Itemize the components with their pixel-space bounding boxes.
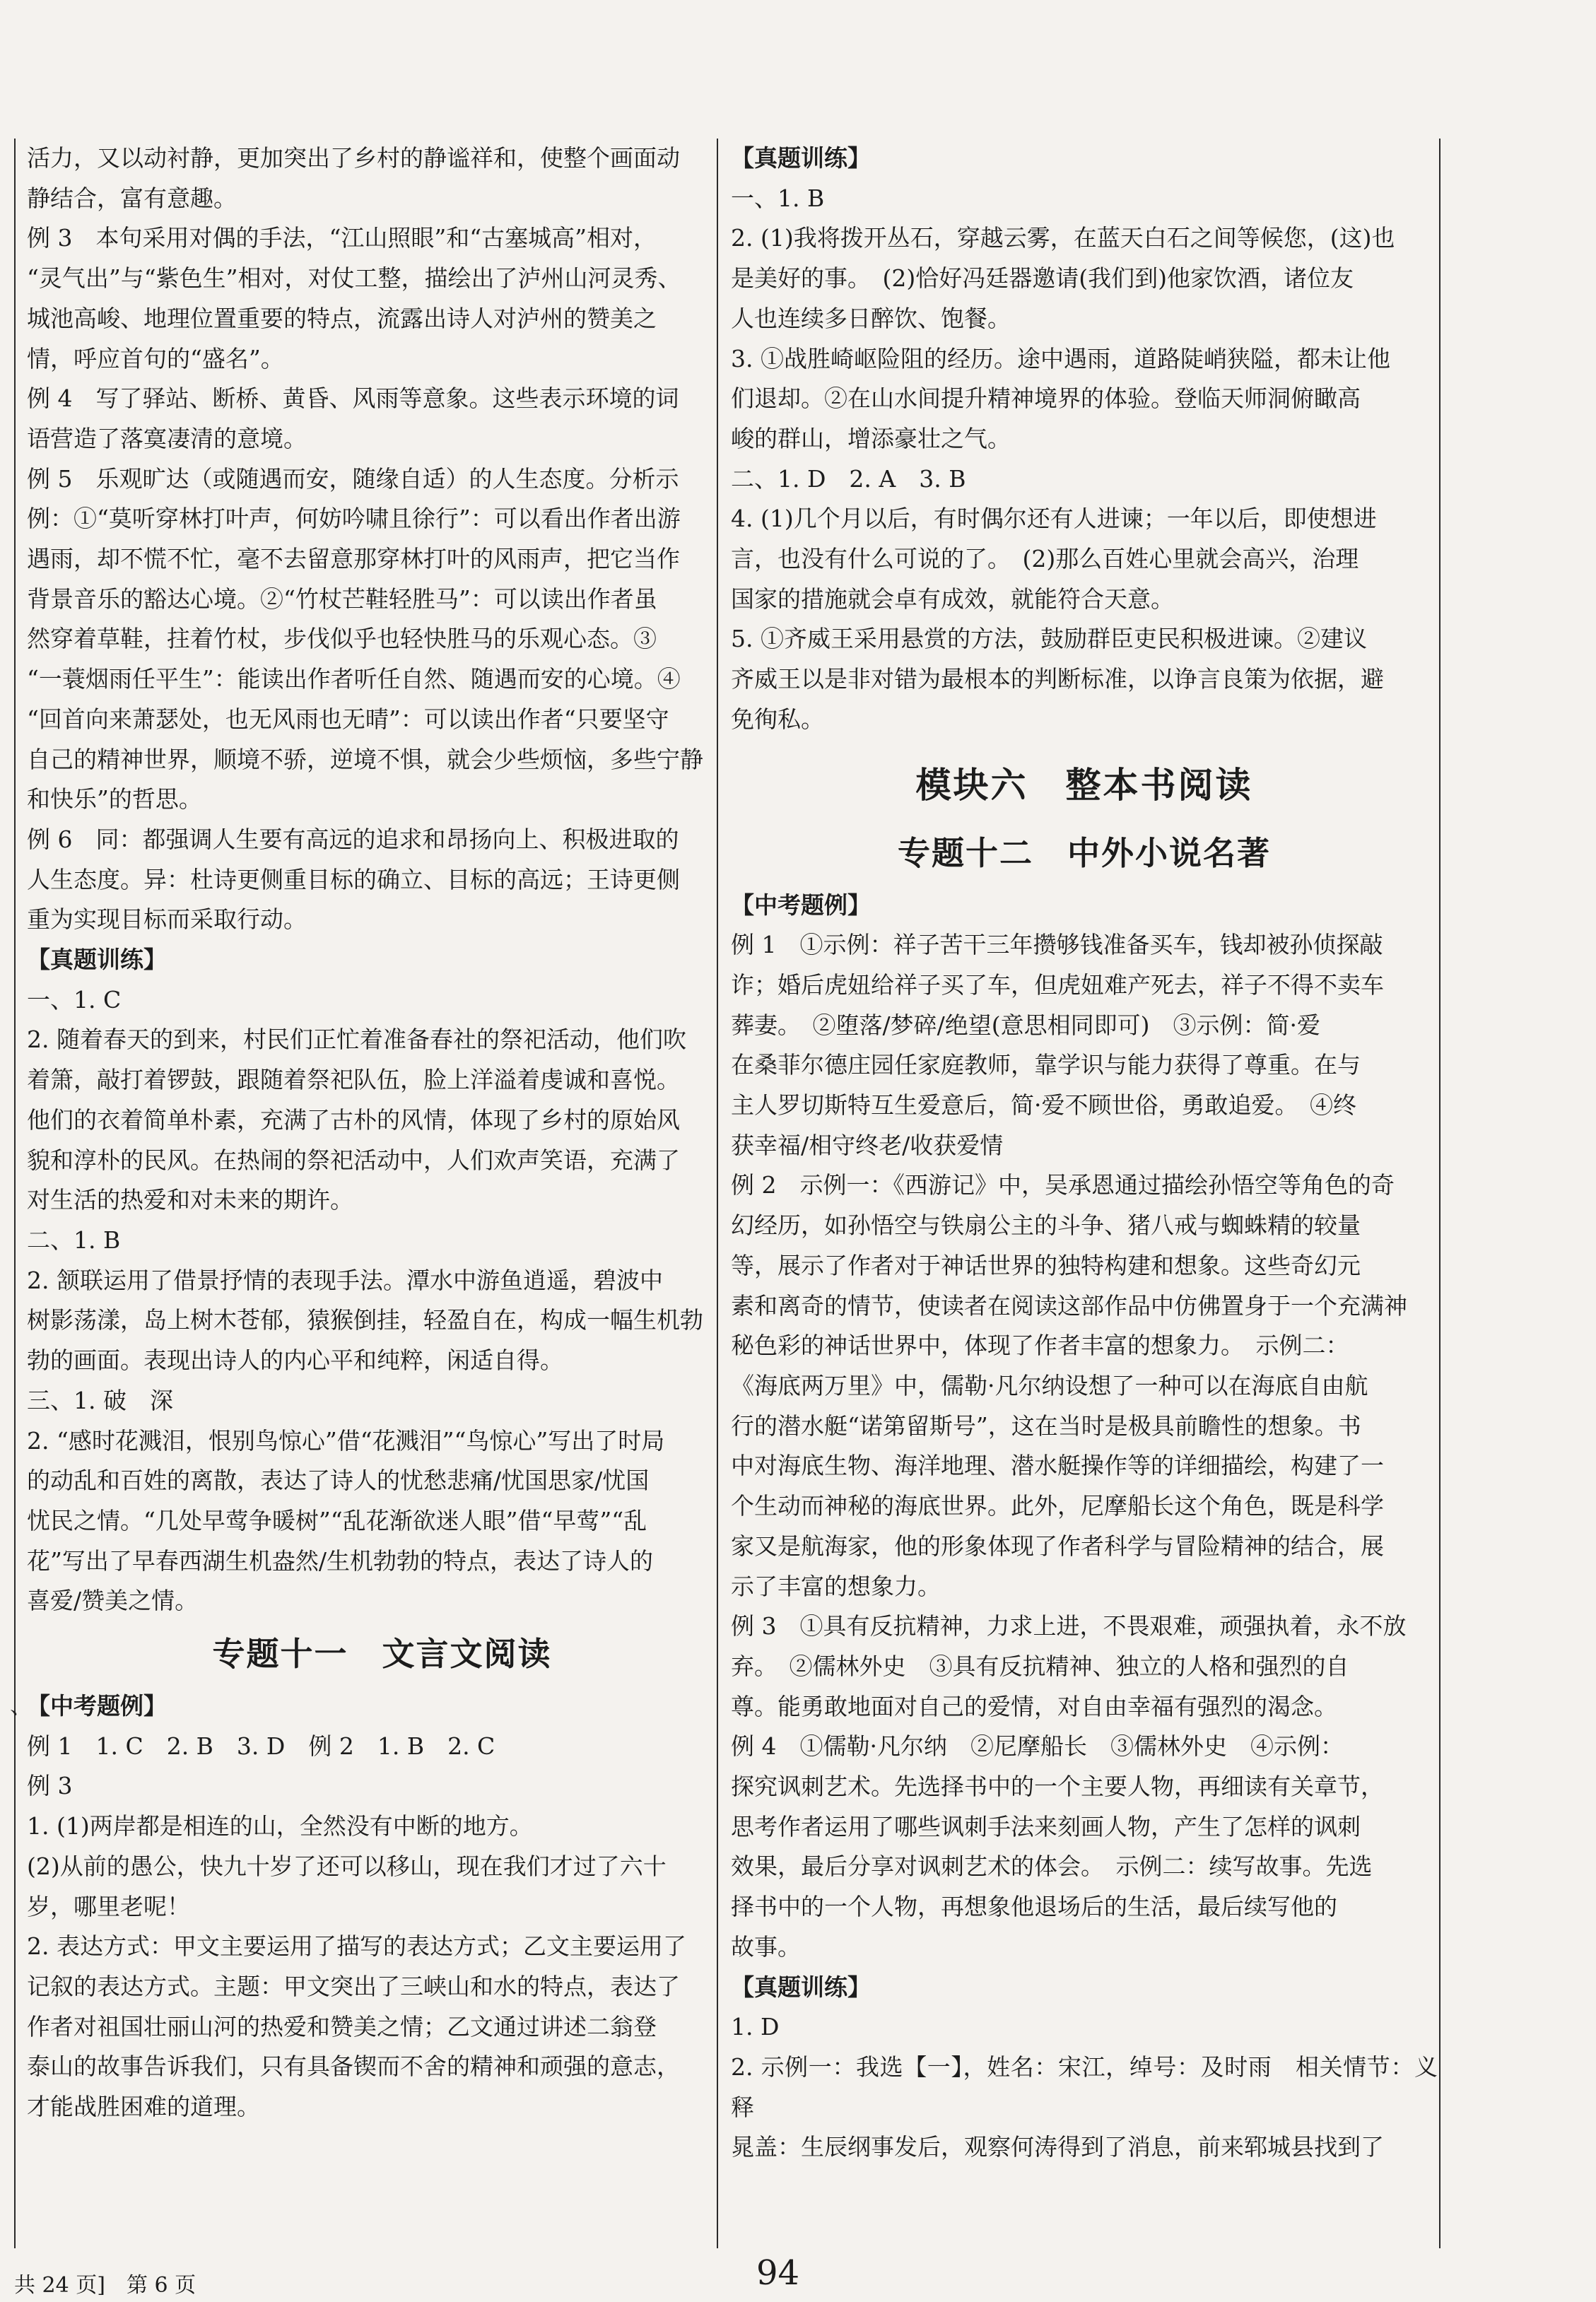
reading-2-q4 (731, 499, 1438, 619)
text-line: 2. (1)我将拨开丛石，穿越云雾，在蓝天白石之间等候您，(这)也 (731, 224, 1395, 252)
answer-line: 二、1. B (27, 1226, 121, 1254)
text-line: 活力，又以动衬静，更加突出了乡村的静谧祥和，使整个画面动 (27, 144, 680, 172)
text-line: 喜爱/赞美之情。 (27, 1587, 199, 1615)
text-line: 1. (1)两岸都是相连的山，全然没有中断的地方。 (27, 1812, 533, 1840)
section-heading-exam: 【中考题例】 (731, 891, 871, 919)
text-line: 2. 表达方式：甲文主要运用了描写的表达方式；乙文主要运用了 (27, 1932, 686, 1961)
text-line: 例 5 乐观旷达（或随遇而安，随缘自适）的人生态度。分析示 (27, 464, 679, 493)
right-column (731, 139, 1438, 2168)
example-5-answer (27, 459, 737, 820)
module-6-title: 模块六 整本书阅读 (915, 764, 1253, 806)
text-line: 等，展示了作者对于神话世界的独特构建和想象。这些奇幻元 (731, 1251, 1361, 1279)
page-count-label: 共 24 页] 第 6 页 (14, 2273, 196, 2298)
text-line: 5. ①齐威王采用悬赏的方法，鼓励群臣吏民积极进谏。②建议 (731, 625, 1367, 653)
answer-line: 二、1. D 2. A 3. B (731, 464, 966, 493)
text-line: 例 4 ①儒勒·凡尔纳 ②尼摩船长 ③儒林外史 ④示例： (731, 1732, 1344, 1761)
reading-1-q2 (731, 218, 1438, 339)
text-line: 国家的措施就会卓有成效，就能符合天意。 (731, 585, 1174, 613)
text-line: 探究讽刺艺术。先选择书中的一个主要人物，再细读有关章节， (731, 1773, 1384, 1801)
novel-example-4 (731, 1727, 1438, 1967)
text-line: 人也连续多日醉饮、饱餐。 (731, 304, 1011, 332)
text-line: 幻经历，如孙悟空与铁扇公主的斗争、猪八戒与蜘蛛精的较量 (731, 1211, 1361, 1240)
intro-paragraph (27, 139, 737, 218)
topic-11-title: 专题十一 文言文阅读 (212, 1635, 552, 1674)
text-line: 主人罗切斯特互生爱意后，简·爱不顾世俗，勇敢追爱。 ④终 (731, 1091, 1356, 1120)
text-line: 诈；婚后虎妞给祥子买了车，但虎妞难产死去，祥子不得不卖车 (731, 970, 1384, 999)
text-line: 葬妻。 ②堕落/梦碎/绝望(意思相同即可) ③示例：简·爱 (731, 1011, 1320, 1039)
text-line: 例 3 本句采用对偶的手法，“江山照眼”和“古塞城高”相对， (27, 224, 657, 252)
text-line: 对生活的热爱和对未来的期许。 (27, 1186, 353, 1214)
text-line: 免徇私。 (731, 705, 824, 733)
text-line: 花”写出了早春西湖生机盎然/生机勃勃的特点，表达了诗人的 (27, 1546, 653, 1575)
text-line: 3. ①战胜崎岖险阻的经历。途中遇雨，道路陡峭狭隘，都未让他 (731, 344, 1390, 372)
text-line: 城池高峻、地理位置重要的特点，流露出诗人对泸州的赞美之 (27, 304, 657, 332)
text-line: 例 1 ①示例：祥子苦干三年攒够钱准备买车，钱却被孙侦探敲 (731, 931, 1383, 959)
answer-line: 一、1. B (731, 184, 825, 212)
answer-line: 1. D (731, 2013, 780, 2041)
section-heading-training: 【真题训练】 (27, 946, 167, 974)
text-line: 峻的群山，增添豪壮之气。 (731, 424, 1011, 452)
text-line: 遇雨，却不慌不忙，毫不去留意那穿林打叶的风雨声，把它当作 (27, 545, 680, 573)
text-line: 素和离奇的情节，使读者在阅读这部作品中仿佛置身于一个充满神 (731, 1291, 1407, 1320)
novel-example-2 (731, 1165, 1438, 1607)
classical-example-3 (27, 1807, 737, 1927)
text-line: 4. (1)几个月以后，有时偶尔还有人进谏；一年以后，即使想进 (731, 505, 1377, 533)
spacer (731, 740, 1438, 750)
text-line: 背景音乐的豁达心境。②“竹杖芒鞋轻胜马”：可以读出作者虽 (27, 585, 657, 613)
text-line: 树影荡漾，岛上树木苍郁，猿猴倒挂，轻盈自在，构成一幅生机勃 (27, 1306, 703, 1334)
example-4-answer (27, 379, 737, 459)
text-line: 2. 示例一：我选【一】，姓名：宋江，绰号：及时雨 相关情节：义释 (731, 2053, 1438, 2121)
novel-example-1 (731, 925, 1438, 1165)
text-line: 才能战胜困难的道理。 (27, 2093, 260, 2121)
answer-line: 例 1 1. C 2. B 3. D 例 2 1. B 2. C (27, 1732, 495, 1760)
text-line: 记叙的表达方式。主题：甲文突出了三峡山和水的特点，表达了 (27, 1972, 680, 2000)
text-line: (2)从前的愚公，快九十岁了还可以移山，现在我们才过了六十 (27, 1852, 667, 1880)
text-line: 们退却。②在山水间提升精神境界的体验。登临天师洞俯瞰高 (731, 384, 1361, 413)
classical-example-3-q2 (27, 1927, 737, 2127)
text-line: 语营造了落寞凄清的意境。 (27, 424, 307, 452)
text-line: 故事。 (731, 1932, 801, 1961)
text-line: 例：①“莫听穿林打叶声，何妨吟啸且徐行”：可以看出作者出游 (27, 505, 681, 533)
text-line: 2. 颔联运用了借景抒情的表现手法。潭水中游鱼逍遥，碧波中 (27, 1266, 663, 1294)
text-line: 效果，最后分享对讽刺艺术的体会。 示例二：续写故事。先选 (731, 1852, 1373, 1881)
margin-mark: 、 (10, 1692, 33, 1719)
text-line: 他们的衣着简单朴素，充满了古朴的风情，体现了乡村的原始风 (27, 1105, 680, 1134)
answer-line: 三、1. 破 深 (27, 1386, 173, 1414)
text-line: “回首向来萧瑟处，也无风雨也无晴”：可以读出作者“只要坚守 (27, 705, 669, 733)
text-line: 个生动而神秘的海底世界。此外，尼摩船长这个角色，既是科学 (731, 1492, 1384, 1520)
text-line: 行的潜水艇“诺第留斯号”，这在当时是极具前瞻性的想象。书 (731, 1411, 1361, 1440)
text-line: 是美好的事。 (2)恰好冯廷器邀请(我们到)他家饮酒，诸位友 (731, 264, 1354, 293)
text-line: 泰山的故事告诉我们，只有具备锲而不舍的精神和顽强的意志， (27, 2053, 680, 2081)
text-line: 秘色彩的神话世界中，体现了作者丰富的想象力。 示例二： (731, 1332, 1349, 1360)
training-2-q2 (27, 1261, 737, 1381)
text-line: 人生态度。异：杜诗更侧重目标的确立、目标的高远；王诗更侧 (27, 865, 680, 893)
text-line: 然穿着草鞋，拄着竹杖，步伐似乎也轻快胜马的乐观心态。③ (27, 625, 657, 653)
text-line: 思考作者运用了哪些讽刺手法来刻画人物，产生了怎样的讽刺 (731, 1812, 1361, 1840)
text-line: 弃。 ②儒林外史 ③具有反抗精神、独立的人格和强烈的自 (731, 1652, 1349, 1680)
section-heading-training: 【真题训练】 (731, 1973, 871, 2001)
example-3-answer (27, 218, 737, 379)
column-divider-left (14, 139, 16, 2248)
text-line: 2. 随着春天的到来，村民们正忙着准备春社的祭祀活动，他们吹 (27, 1026, 686, 1054)
training-3-q2 (27, 1421, 737, 1622)
text-line: 貌和淳朴的民风。在热闹的祭祀活动中，人们欢声笑语，充满了 (27, 1146, 680, 1174)
text-line: “灵气出”与“紫色生”相对，对仗工整，描绘出了泸州山河灵秀、 (27, 264, 681, 293)
answer-line: 例 3 (27, 1772, 73, 1800)
text-line: 勃的画面。表现出诗人的内心平和纯粹，闲适自得。 (27, 1346, 563, 1375)
text-line: 中对海底生物、海洋地理、潜水艇操作等的详细描绘，构建了一 (731, 1452, 1384, 1480)
text-line: 获幸福/相守终老/收获爱情 (731, 1131, 1004, 1159)
text-line: 齐威王以是非对错为最根本的判断标准，以诤言良策为依据，避 (731, 665, 1384, 693)
text-line: 重为实现目标而采取行动。 (27, 905, 307, 934)
text-line: 例 6 同：都强调人生要有高远的追求和昂扬向上、积极进取的 (27, 825, 679, 853)
text-line: 岁，哪里老呢！ (27, 1892, 190, 1920)
text-line: “一蓑烟雨任平生”：能读出作者听任自然、随遇而安的心境。④ (27, 665, 681, 693)
page-number: 94 (756, 2253, 800, 2293)
topic-12-title: 专题十二 中外小说名著 (898, 833, 1271, 872)
text-line: 择书中的一个人物，再想象他退场后的生活，最后续写他的 (731, 1893, 1337, 1921)
text-line: 示了丰富的想象力。 (731, 1572, 941, 1600)
section-heading-training: 【真题训练】 (731, 144, 871, 172)
training-1-q2 (27, 1020, 737, 1221)
text-line: 忧民之情。“几处早莺争暖树”“乱花渐欲迷人眼”借“早莺”“乱 (27, 1506, 647, 1534)
example-6-answer (27, 820, 737, 940)
text-line: 的动乱和百姓的离散，表达了诗人的忧愁悲痛/忧国思家/忧国 (27, 1467, 650, 1495)
text-line: 尊。能勇敢地面对自己的爱情，对自由幸福有强烈的渴念。 (731, 1692, 1337, 1720)
text-line: 自己的精神世界，顺境不骄，逆境不惧，就会少些烦恼，多些宁静 (27, 745, 703, 773)
text-line: 例 4 写了驿站、断桥、黄昏、风雨等意象。这些表示环境的词 (27, 384, 679, 413)
text-line: 作者对祖国壮丽山河的热爱和赞美之情；乙文通过讲述二翁登 (27, 2012, 657, 2040)
text-line: 静结合，富有意趣。 (27, 184, 237, 212)
text-line: 和快乐”的哲思。 (27, 785, 202, 814)
reading-1-q3 (731, 339, 1438, 459)
section-heading-exam: 【中考题例】 (27, 1692, 167, 1720)
text-line: 例 2 示例一：《西游记》中，吴承恩通过描绘孙悟空等角色的奇 (731, 1171, 1395, 1199)
text-line: 情，呼应首句的“盛名”。 (27, 344, 284, 372)
text-line: 在桑菲尔德庄园任家庭教师，靠学识与能力获得了尊重。在与 (731, 1051, 1361, 1079)
text-line: 言，也没有什么可说的了。 (2)那么百姓心里就会高兴，治理 (731, 545, 1359, 573)
left-column (27, 139, 737, 2127)
text-line: 家又是航海家，他的形象体现了作者科学与冒险精神的结合，展 (731, 1532, 1384, 1560)
text-line: 2. “感时花溅泪，恨别鸟惊心”借“花溅泪”“鸟惊心”写出了时局 (27, 1426, 665, 1455)
text-line: 《海底两万里》中，儒勒·凡尔纳设想了一种可以在海底自由航 (731, 1371, 1368, 1399)
novel-training-q2 (731, 2048, 1438, 2168)
reading-2-q5 (731, 619, 1438, 739)
answer-line: 一、1. C (27, 985, 122, 1014)
text-line: 着箫，敲打着锣鼓，跟随着祭祀队伍，脸上洋溢着虔诚和喜悦。 (27, 1066, 680, 1094)
text-line: 例 3 ①具有反抗精神，力求上进，不畏艰难，顽强执着，永不放 (731, 1612, 1407, 1640)
text-line: 晁盖：生辰纲事发后，观察何涛得到了消息，前来郓城县找到了 (731, 2133, 1384, 2161)
novel-example-3 (731, 1607, 1438, 1727)
column-divider-right (1439, 139, 1440, 2248)
